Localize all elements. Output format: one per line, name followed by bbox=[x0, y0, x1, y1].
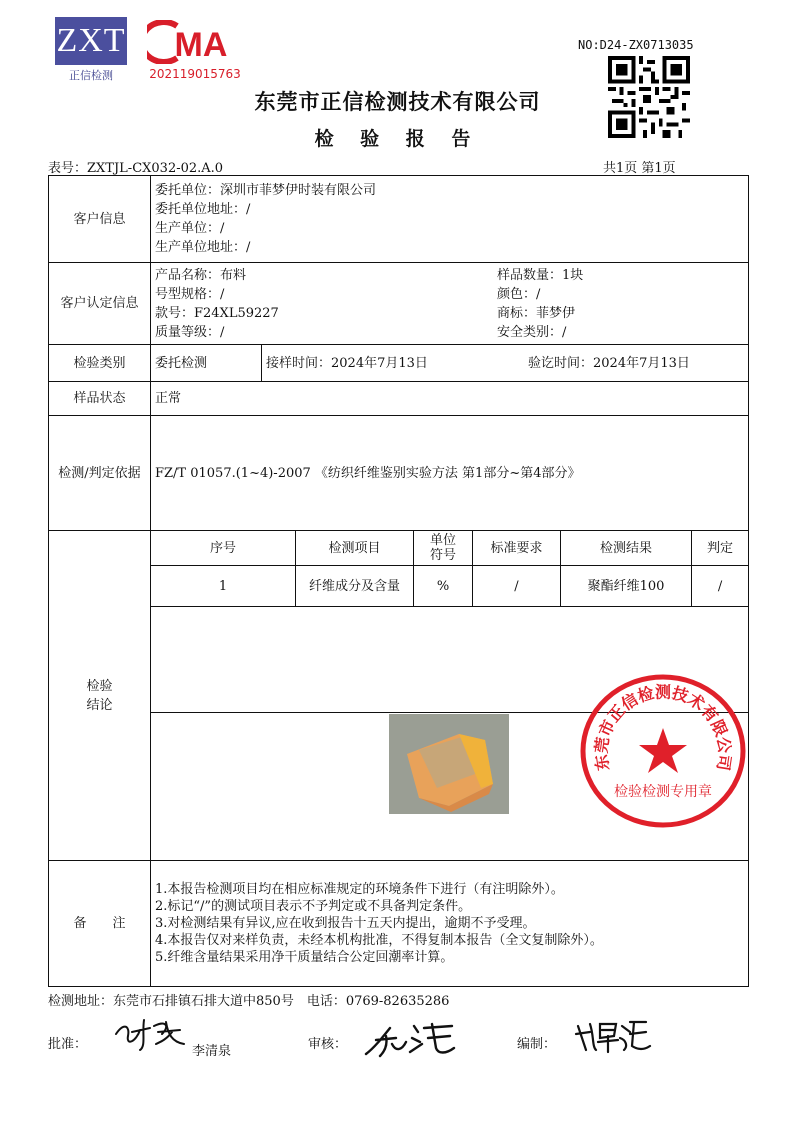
zxt-logo-sub: 正信检测 bbox=[69, 69, 113, 82]
result-no: 1 bbox=[151, 566, 296, 607]
sample-state-row bbox=[49, 382, 749, 416]
client-line: 生产单位：/ bbox=[155, 221, 225, 236]
client-line: 委托单位：深圳市菲梦伊时装有限公司 bbox=[155, 183, 377, 198]
product-field: 号型规格：/ bbox=[155, 286, 225, 302]
product-field: 商标：菲梦伊 bbox=[497, 305, 576, 321]
report-title: 检 验 报 告 bbox=[314, 128, 481, 150]
zxt-logo: ZXT bbox=[55, 17, 127, 65]
product-field: 颜色：/ bbox=[497, 286, 541, 302]
company-title: 东莞市正信检测技术有限公司 bbox=[254, 90, 541, 114]
result-judgement: / bbox=[692, 566, 749, 607]
sample-state-label: 样品状态 bbox=[49, 382, 151, 416]
fabric-sample-photo bbox=[389, 714, 509, 814]
note-item: 2.标记“/”的测试项目表示不予判定或不具备判定条件。 bbox=[155, 899, 472, 914]
notes-list bbox=[151, 861, 749, 987]
product-field: 款号：F24XL59227 bbox=[155, 305, 279, 321]
review-label: 审核： bbox=[308, 1037, 348, 1052]
results-header-row bbox=[49, 531, 749, 566]
sample-state-value: 正常 bbox=[151, 382, 749, 416]
product-field: 质量等级：/ bbox=[155, 324, 225, 340]
table-row bbox=[49, 566, 749, 607]
notes-label: 备 注 bbox=[49, 861, 151, 987]
note-item: 5.纤维含量结果采用净干质量结合公定回潮率计算。 bbox=[155, 950, 454, 965]
col-header-unit: 单位 符号 bbox=[414, 531, 473, 566]
basis-label: 检测/判定依据 bbox=[49, 416, 151, 531]
compiler-signature bbox=[572, 1016, 652, 1056]
approver-name: 李清泉 bbox=[192, 1044, 232, 1059]
inspection-label: 检验类别 bbox=[49, 345, 151, 382]
inspection-row bbox=[49, 345, 749, 382]
product-field: 样品数量：1块 bbox=[497, 267, 584, 283]
product-row bbox=[49, 263, 749, 345]
notes-row bbox=[49, 861, 749, 987]
inspection-type: 委托检测 bbox=[151, 345, 262, 382]
inspection-dates bbox=[262, 345, 749, 382]
product-field: 安全类别：/ bbox=[497, 324, 567, 340]
col-header-judgement: 判定 bbox=[692, 531, 749, 566]
client-row bbox=[49, 176, 749, 263]
note-item: 4.本报告仅对来样负责，未经本机构批准，不得复制本报告（全文复制除外）。 bbox=[155, 933, 603, 948]
report-number: NO:D24-ZX0713035 bbox=[578, 38, 694, 52]
compile-label: 编制： bbox=[517, 1037, 557, 1052]
seal-text: 东莞市正信检测技术有限公司 bbox=[591, 682, 735, 772]
client-label: 客户信息 bbox=[49, 176, 151, 263]
cma-number: 202119015763 bbox=[149, 67, 241, 81]
product-label: 客户认定信息 bbox=[49, 263, 151, 345]
result-item: 纤维成分及含量 bbox=[296, 566, 414, 607]
client-line: 委托单位地址：/ bbox=[155, 202, 251, 217]
result-unit: % bbox=[414, 566, 473, 607]
basis-row bbox=[49, 416, 749, 531]
cma-logo bbox=[147, 20, 241, 64]
official-seal-icon bbox=[578, 672, 748, 830]
approver-signature bbox=[110, 1012, 192, 1052]
reviewer-signature bbox=[362, 1018, 462, 1058]
seal-subtext: 检验检测专用章 bbox=[614, 784, 712, 800]
received-date: 接样时间：2024年7月13日 bbox=[266, 355, 428, 371]
form-number: 表号：ZXTJL-CX032-02.A.0 bbox=[48, 161, 224, 176]
basis-value: FZ/T 01057.(1~4)-2007 《纺织纤维鉴别实验方法 第1部分~第4部分》 bbox=[151, 416, 749, 531]
client-line: 生产单位地址：/ bbox=[155, 240, 251, 255]
note-item: 1.本报告检测项目均在相应标准规定的环境条件下进行（有注明除外）。 bbox=[155, 882, 564, 897]
conclusion-label: 检验 结论 bbox=[49, 531, 151, 861]
report-table bbox=[48, 175, 749, 987]
col-header-standard: 标准要求 bbox=[473, 531, 561, 566]
col-header-item: 检测项目 bbox=[296, 531, 414, 566]
result-value: 聚酯纤维100 bbox=[561, 566, 692, 607]
approve-label: 批准： bbox=[48, 1037, 88, 1052]
product-field: 产品名称：布料 bbox=[155, 267, 247, 283]
note-item: 3.对检测结果有异议,应在收到报告十五天内提出，逾期不予受理。 bbox=[155, 916, 536, 931]
result-standard: / bbox=[473, 566, 561, 607]
client-info bbox=[151, 176, 749, 263]
ma-text: MA bbox=[174, 26, 228, 64]
page-info: 共1页 第1页 bbox=[603, 161, 676, 176]
completed-date: 验讫时间：2024年7月13日 bbox=[528, 355, 690, 371]
col-header-no: 序号 bbox=[151, 531, 296, 566]
col-header-result: 检测结果 bbox=[561, 531, 692, 566]
product-info bbox=[151, 263, 749, 345]
test-address: 检测地址：东莞市石排镇石排大道中850号 电话：0769-82635286 bbox=[48, 994, 450, 1009]
